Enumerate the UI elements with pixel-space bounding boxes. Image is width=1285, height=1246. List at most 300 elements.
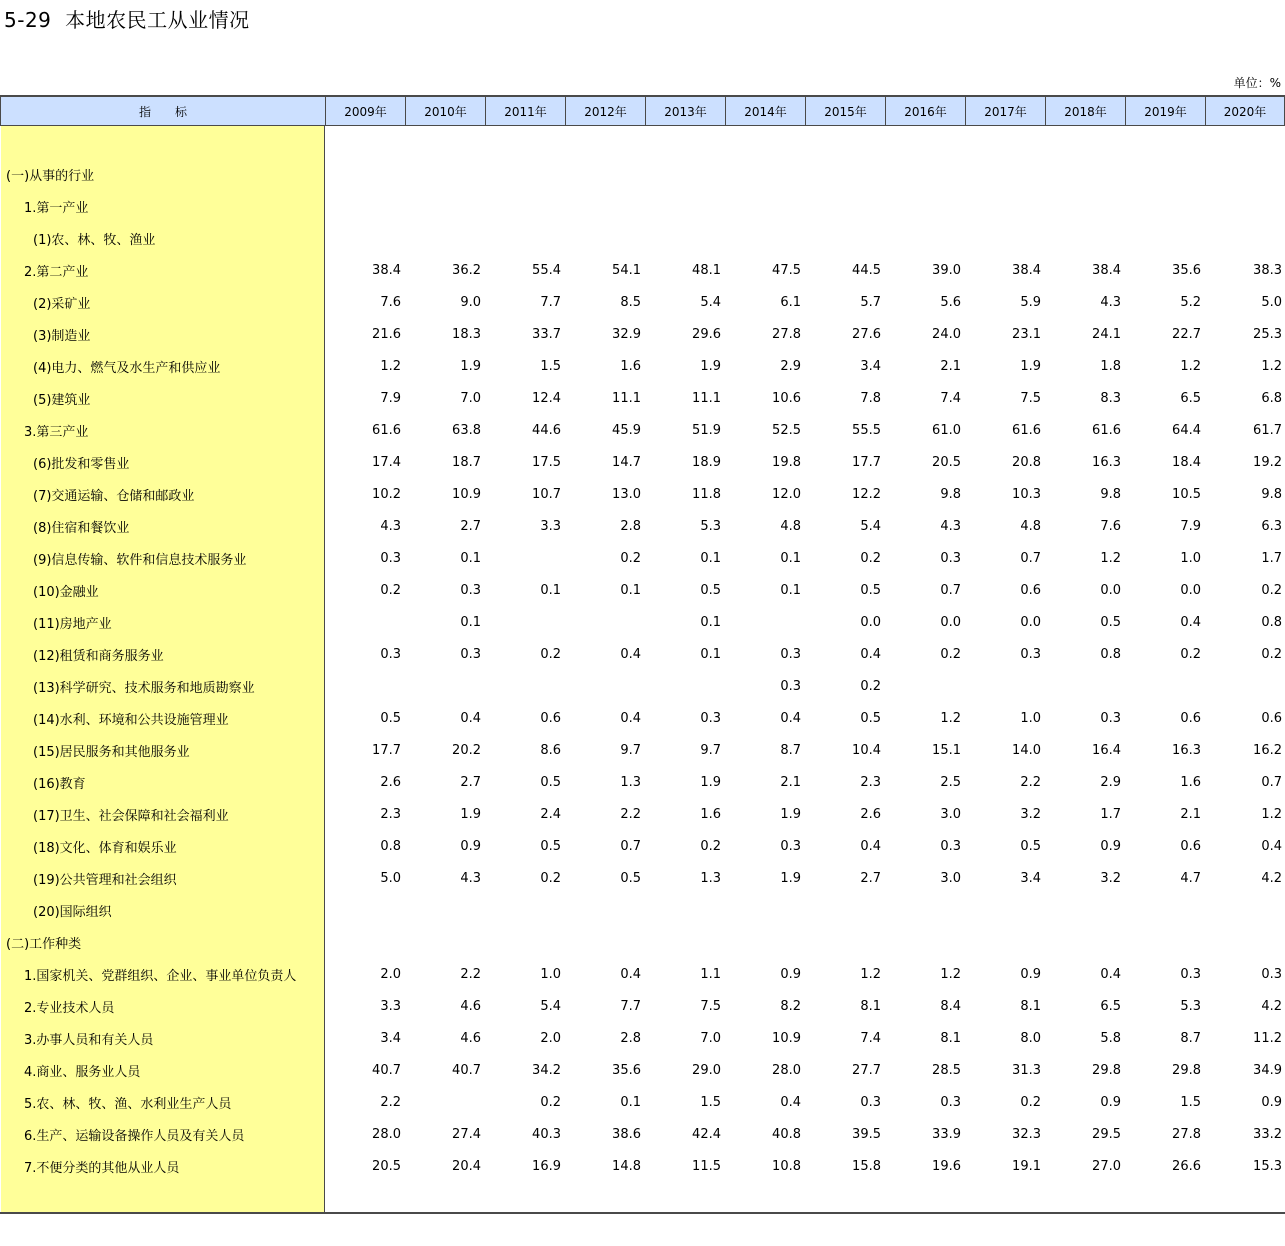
table-row	[0, 382, 1285, 414]
cell-value: 27.4	[452, 1126, 481, 1142]
cell-value: 26.6	[1172, 1158, 1201, 1174]
cell-value: 61.6	[372, 422, 401, 438]
cell-value: 34.2	[532, 1062, 561, 1078]
cell-value: 1.2	[1261, 806, 1282, 822]
table-row	[0, 1150, 1285, 1182]
cell-value: 2.4	[540, 806, 561, 822]
cell-value: 55.4	[532, 262, 561, 278]
cell-value: 16.3	[1092, 454, 1121, 470]
table-row	[0, 606, 1285, 638]
header-year: 2011年	[485, 97, 565, 125]
cell-value: 2.9	[780, 358, 801, 374]
cell-value: 7.6	[1100, 518, 1121, 534]
cell-value: 8.7	[780, 742, 801, 758]
cell-value: 1.5	[1180, 1094, 1201, 1110]
cell-value: 27.8	[772, 326, 801, 342]
cell-value: 10.9	[452, 486, 481, 502]
cell-value: 38.3	[1253, 262, 1282, 278]
cell-value: 8.1	[940, 1030, 961, 1046]
cell-value: 14.8	[612, 1158, 641, 1174]
cell-value: 44.6	[532, 422, 561, 438]
cell-value: 11.8	[692, 486, 721, 502]
row-label: (11)房地产业	[33, 616, 112, 632]
cell-value: 0.1	[780, 582, 801, 598]
cell-value: 14.0	[1012, 742, 1041, 758]
cell-value: 0.5	[540, 774, 561, 790]
cell-value: 63.8	[452, 422, 481, 438]
cell-value: 12.4	[532, 390, 561, 406]
cell-value: 11.5	[692, 1158, 721, 1174]
cell-value: 8.1	[1020, 998, 1041, 1014]
cell-value: 10.2	[372, 486, 401, 502]
cell-value: 42.4	[692, 1126, 721, 1142]
row-label: (17)卫生、社会保障和社会福利业	[33, 808, 229, 824]
cell-value: 0.8	[380, 838, 401, 854]
cell-value: 13.0	[612, 486, 641, 502]
cell-value: 0.4	[460, 710, 481, 726]
cell-value: 5.3	[700, 518, 721, 534]
cell-value: 4.3	[380, 518, 401, 534]
cell-value: 0.3	[460, 582, 481, 598]
cell-value: 10.9	[772, 1030, 801, 1046]
cell-value: 1.9	[1020, 358, 1041, 374]
table-row	[0, 510, 1285, 542]
cell-value: 3.0	[940, 870, 961, 886]
row-label: (8)住宿和餐饮业	[33, 520, 130, 536]
cell-value: 4.8	[780, 518, 801, 534]
cell-value: 3.4	[1020, 870, 1041, 886]
cell-value: 6.3	[1261, 518, 1282, 534]
cell-value: 2.9	[1100, 774, 1121, 790]
row-label: (5)建筑业	[33, 392, 91, 408]
cell-value: 22.7	[1172, 326, 1201, 342]
cell-value: 24.1	[1092, 326, 1121, 342]
cell-value: 7.7	[540, 294, 561, 310]
cell-value: 1.5	[540, 358, 561, 374]
row-label: (二)工作种类	[6, 936, 82, 952]
cell-value: 38.4	[1092, 262, 1121, 278]
cell-value: 6.1	[780, 294, 801, 310]
cell-value: 17.7	[852, 454, 881, 470]
cell-value: 20.5	[932, 454, 961, 470]
cell-value: 5.3	[1180, 998, 1201, 1014]
cell-value: 29.5	[1092, 1126, 1121, 1142]
cell-value: 5.2	[1180, 294, 1201, 310]
table-row	[0, 190, 1285, 222]
cell-value: 9.0	[460, 294, 481, 310]
table-row	[0, 350, 1285, 382]
row-label: (18)文化、体育和娱乐业	[33, 840, 177, 856]
cell-value: 0.1	[700, 550, 721, 566]
cell-value: 18.3	[452, 326, 481, 342]
cell-value: 44.5	[852, 262, 881, 278]
cell-value: 15.3	[1253, 1158, 1282, 1174]
row-label: (20)国际组织	[33, 904, 112, 920]
cell-value: 0.2	[1261, 646, 1282, 662]
cell-value: 0.5	[860, 582, 881, 598]
unit-label: 单位：%	[1233, 76, 1281, 90]
table-bottom-border	[0, 1212, 1285, 1214]
cell-value: 0.1	[700, 646, 721, 662]
table-row	[0, 542, 1285, 574]
cell-value: 24.0	[932, 326, 961, 342]
cell-value: 1.8	[1100, 358, 1121, 374]
cell-value: 8.1	[860, 998, 881, 1014]
cell-value: 0.0	[1020, 614, 1041, 630]
cell-value: 27.0	[1092, 1158, 1121, 1174]
cell-value: 51.9	[692, 422, 721, 438]
cell-value: 0.3	[1261, 966, 1282, 982]
cell-value: 6.5	[1100, 998, 1121, 1014]
cell-value: 23.1	[1012, 326, 1041, 342]
header-year: 2019年	[1125, 97, 1205, 125]
table-row	[0, 1086, 1285, 1118]
cell-value: 0.5	[380, 710, 401, 726]
cell-value: 55.5	[852, 422, 881, 438]
cell-value: 1.0	[1020, 710, 1041, 726]
cell-value: 3.2	[1100, 870, 1121, 886]
table-header	[0, 95, 1285, 126]
cell-value: 1.9	[780, 806, 801, 822]
cell-value: 2.7	[460, 518, 481, 534]
cell-value: 0.2	[1020, 1094, 1041, 1110]
cell-value: 7.0	[700, 1030, 721, 1046]
row-label: (15)居民服务和其他服务业	[33, 744, 190, 760]
header-year: 2012年	[565, 97, 645, 125]
cell-value: 18.4	[1172, 454, 1201, 470]
cell-value: 61.0	[932, 422, 961, 438]
cell-value: 0.6	[540, 710, 561, 726]
cell-value: 40.7	[452, 1062, 481, 1078]
cell-value: 0.3	[380, 550, 401, 566]
cell-value: 0.9	[460, 838, 481, 854]
cell-value: 20.4	[452, 1158, 481, 1174]
cell-value: 21.6	[372, 326, 401, 342]
cell-value: 7.7	[620, 998, 641, 1014]
cell-value: 38.4	[372, 262, 401, 278]
cell-value: 0.2	[1180, 646, 1201, 662]
cell-value: 12.2	[852, 486, 881, 502]
cell-value: 10.3	[1012, 486, 1041, 502]
cell-value: 0.2	[940, 646, 961, 662]
table-row	[0, 958, 1285, 990]
cell-value: 17.4	[372, 454, 401, 470]
cell-value: 1.6	[620, 358, 641, 374]
cell-value: 0.2	[860, 678, 881, 694]
cell-value: 0.4	[780, 710, 801, 726]
cell-value: 7.9	[380, 390, 401, 406]
cell-value: 16.4	[1092, 742, 1121, 758]
row-label: (16)教育	[33, 776, 86, 792]
table-row	[0, 414, 1285, 446]
cell-value: 11.1	[692, 390, 721, 406]
cell-value: 28.5	[932, 1062, 961, 1078]
cell-value: 0.6	[1180, 710, 1201, 726]
table-row	[0, 222, 1285, 254]
row-label: 4.商业、服务业人员	[24, 1064, 141, 1080]
cell-value: 0.0	[940, 614, 961, 630]
row-label: (1)农、林、牧、渔业	[33, 232, 156, 248]
row-label: 2.专业技术人员	[24, 1000, 115, 1016]
cell-value: 0.4	[780, 1094, 801, 1110]
cell-value: 15.1	[932, 742, 961, 758]
cell-value: 7.5	[700, 998, 721, 1014]
cell-value: 6.8	[1261, 390, 1282, 406]
cell-value: 5.4	[700, 294, 721, 310]
cell-value: 5.0	[1261, 294, 1282, 310]
table-row	[0, 1022, 1285, 1054]
cell-value: 0.1	[700, 614, 721, 630]
cell-value: 0.4	[860, 646, 881, 662]
cell-value: 0.7	[1261, 774, 1282, 790]
cell-value: 40.7	[372, 1062, 401, 1078]
cell-value: 4.2	[1261, 998, 1282, 1014]
cell-value: 0.2	[540, 1094, 561, 1110]
cell-value: 28.0	[372, 1126, 401, 1142]
cell-value: 0.1	[620, 1094, 641, 1110]
cell-value: 29.8	[1092, 1062, 1121, 1078]
table-row	[0, 1118, 1285, 1150]
cell-value: 0.4	[620, 966, 641, 982]
table-row	[0, 254, 1285, 286]
cell-value: 20.8	[1012, 454, 1041, 470]
cell-value: 8.5	[620, 294, 641, 310]
cell-value: 4.8	[1020, 518, 1041, 534]
cell-value: 5.8	[1100, 1030, 1121, 1046]
cell-value: 7.9	[1180, 518, 1201, 534]
row-label: (2)采矿业	[33, 296, 91, 312]
table-row	[0, 670, 1285, 702]
cell-value: 0.3	[700, 710, 721, 726]
table-row	[0, 318, 1285, 350]
cell-value: 52.5	[772, 422, 801, 438]
cell-value: 0.9	[780, 966, 801, 982]
row-label: (3)制造业	[33, 328, 91, 344]
cell-value: 29.0	[692, 1062, 721, 1078]
cell-value: 3.3	[380, 998, 401, 1014]
cell-value: 0.5	[700, 582, 721, 598]
row-label: 5.农、林、牧、渔、水利业生产人员	[24, 1096, 232, 1112]
table-row	[0, 638, 1285, 670]
cell-value: 7.6	[380, 294, 401, 310]
cell-value: 0.0	[860, 614, 881, 630]
cell-value: 1.2	[940, 710, 961, 726]
row-label: 6.生产、运输设备操作人员及有关人员	[24, 1128, 245, 1144]
cell-value: 3.3	[540, 518, 561, 534]
cell-value: 0.0	[1100, 582, 1121, 598]
row-label: (4)电力、燃气及水生产和供应业	[33, 360, 221, 376]
cell-value: 9.7	[620, 742, 641, 758]
cell-value: 0.5	[860, 710, 881, 726]
cell-value: 4.3	[460, 870, 481, 886]
cell-value: 0.5	[540, 838, 561, 854]
cell-value: 3.0	[940, 806, 961, 822]
cell-value: 0.2	[620, 550, 641, 566]
cell-value: 0.9	[1020, 966, 1041, 982]
cell-value: 10.7	[532, 486, 561, 502]
table-row	[0, 158, 1285, 190]
cell-value: 0.3	[780, 646, 801, 662]
row-label: 1.国家机关、党群组织、企业、事业单位负责人	[24, 968, 297, 984]
cell-value: 35.6	[612, 1062, 641, 1078]
header-indicator: 指 标	[0, 97, 325, 125]
table-row	[0, 926, 1285, 958]
row-label: (一)从事的行业	[6, 168, 95, 184]
cell-value: 0.2	[860, 550, 881, 566]
cell-value: 4.7	[1180, 870, 1201, 886]
cell-value: 3.2	[1020, 806, 1041, 822]
cell-value: 1.9	[700, 358, 721, 374]
cell-value: 2.2	[1020, 774, 1041, 790]
cell-value: 9.8	[1100, 486, 1121, 502]
cell-value: 0.4	[860, 838, 881, 854]
cell-value: 31.3	[1012, 1062, 1041, 1078]
cell-value: 8.7	[1180, 1030, 1201, 1046]
cell-value: 7.8	[860, 390, 881, 406]
cell-value: 10.5	[1172, 486, 1201, 502]
cell-value: 0.6	[1180, 838, 1201, 854]
table-body	[0, 158, 1285, 1182]
cell-value: 5.0	[380, 870, 401, 886]
cell-value: 32.3	[1012, 1126, 1041, 1142]
cell-value: 17.5	[532, 454, 561, 470]
cell-value: 27.6	[852, 326, 881, 342]
cell-value: 4.3	[1100, 294, 1121, 310]
cell-value: 20.5	[372, 1158, 401, 1174]
cell-value: 18.7	[452, 454, 481, 470]
row-label: (10)金融业	[33, 584, 99, 600]
header-year: 2009年	[325, 97, 405, 125]
table-row	[0, 894, 1285, 926]
cell-value: 4.6	[460, 998, 481, 1014]
row-label: 3.办事人员和有关人员	[24, 1032, 154, 1048]
cell-value: 0.2	[1261, 582, 1282, 598]
cell-value: 2.7	[460, 774, 481, 790]
cell-value: 29.6	[692, 326, 721, 342]
cell-value: 8.0	[1020, 1030, 1041, 1046]
cell-value: 2.3	[380, 806, 401, 822]
cell-value: 9.8	[1261, 486, 1282, 502]
cell-value: 0.5	[620, 870, 641, 886]
cell-value: 0.3	[940, 1094, 961, 1110]
cell-value: 4.6	[460, 1030, 481, 1046]
cell-value: 10.6	[772, 390, 801, 406]
table-row	[0, 990, 1285, 1022]
cell-value: 0.3	[1100, 710, 1121, 726]
cell-value: 0.4	[620, 646, 641, 662]
cell-value: 2.8	[620, 518, 641, 534]
cell-value: 0.8	[1100, 646, 1121, 662]
cell-value: 34.9	[1253, 1062, 1282, 1078]
cell-value: 0.3	[780, 838, 801, 854]
cell-value: 36.2	[452, 262, 481, 278]
header-year: 2017年	[965, 97, 1045, 125]
cell-value: 35.6	[1172, 262, 1201, 278]
cell-value: 4.3	[940, 518, 961, 534]
cell-value: 2.5	[940, 774, 961, 790]
cell-value: 1.6	[700, 806, 721, 822]
header-year: 2020年	[1205, 97, 1285, 125]
cell-value: 2.2	[460, 966, 481, 982]
cell-value: 1.9	[700, 774, 721, 790]
cell-value: 1.2	[940, 966, 961, 982]
cell-value: 8.4	[940, 998, 961, 1014]
header-year: 2013年	[645, 97, 725, 125]
cell-value: 0.7	[940, 582, 961, 598]
cell-value: 5.7	[860, 294, 881, 310]
cell-value: 1.9	[780, 870, 801, 886]
cell-value: 27.7	[852, 1062, 881, 1078]
cell-value: 0.6	[1020, 582, 1041, 598]
table-row	[0, 446, 1285, 478]
cell-value: 1.7	[1261, 550, 1282, 566]
row-label: (6)批发和零售业	[33, 456, 130, 472]
cell-value: 54.1	[612, 262, 641, 278]
cell-value: 0.9	[1100, 1094, 1121, 1110]
cell-value: 28.0	[772, 1062, 801, 1078]
cell-value: 5.4	[540, 998, 561, 1014]
cell-value: 0.1	[460, 614, 481, 630]
cell-value: 2.3	[860, 774, 881, 790]
cell-value: 19.8	[772, 454, 801, 470]
cell-value: 0.1	[460, 550, 481, 566]
cell-value: 2.7	[860, 870, 881, 886]
cell-value: 8.2	[780, 998, 801, 1014]
cell-value: 32.9	[612, 326, 641, 342]
table-row	[0, 798, 1285, 830]
cell-value: 0.4	[1261, 838, 1282, 854]
table-row	[0, 1054, 1285, 1086]
table-row	[0, 734, 1285, 766]
cell-value: 1.6	[1180, 774, 1201, 790]
cell-value: 0.4	[620, 710, 641, 726]
cell-value: 9.7	[700, 742, 721, 758]
cell-value: 33.2	[1253, 1126, 1282, 1142]
cell-value: 1.2	[1261, 358, 1282, 374]
cell-value: 2.1	[940, 358, 961, 374]
cell-value: 25.3	[1253, 326, 1282, 342]
cell-value: 3.4	[380, 1030, 401, 1046]
cell-value: 0.2	[540, 646, 561, 662]
cell-value: 1.3	[620, 774, 641, 790]
header-year: 2016年	[885, 97, 965, 125]
cell-value: 11.1	[612, 390, 641, 406]
cell-value: 0.7	[1020, 550, 1041, 566]
cell-value: 19.6	[932, 1158, 961, 1174]
table-row	[0, 478, 1285, 510]
cell-value: 8.3	[1100, 390, 1121, 406]
row-label: 3.第三产业	[24, 424, 89, 440]
cell-value: 10.4	[852, 742, 881, 758]
cell-value: 61.6	[1012, 422, 1041, 438]
cell-value: 18.9	[692, 454, 721, 470]
cell-value: 0.3	[940, 838, 961, 854]
cell-value: 1.7	[1100, 806, 1121, 822]
cell-value: 0.2	[380, 582, 401, 598]
cell-value: 40.3	[532, 1126, 561, 1142]
cell-value: 40.8	[772, 1126, 801, 1142]
cell-value: 0.2	[700, 838, 721, 854]
cell-value: 1.2	[1180, 358, 1201, 374]
cell-value: 16.3	[1172, 742, 1201, 758]
cell-value: 1.9	[460, 358, 481, 374]
cell-value: 15.8	[852, 1158, 881, 1174]
cell-value: 2.0	[380, 966, 401, 982]
cell-value: 2.8	[620, 1030, 641, 1046]
cell-value: 0.0	[1180, 582, 1201, 598]
cell-value: 16.2	[1253, 742, 1282, 758]
cell-value: 0.4	[1180, 614, 1201, 630]
